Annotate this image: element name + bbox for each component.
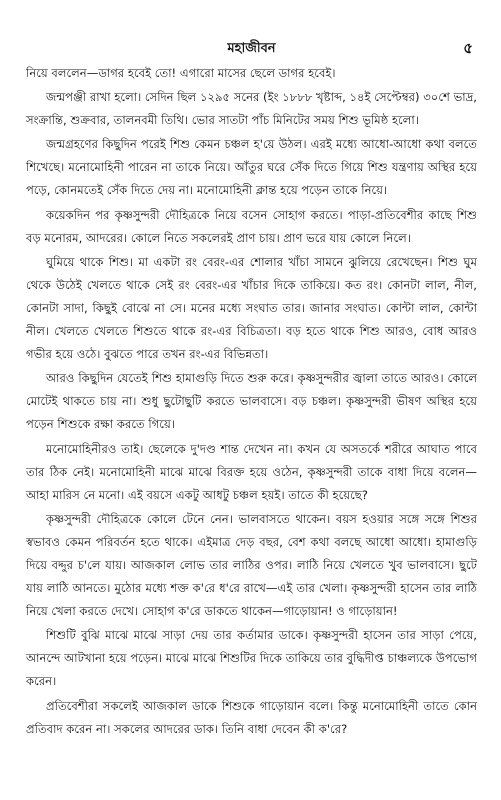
paragraph: আরও কিছুদিন যেতেই শিশু হামাগুড়ি দিতে শুরু করে। কৃষ্ণসুন্দরীর জ্বালা তাতে আরও। কোলে মোটেই থাকতে চায় না। শুধু ছুটোছুটি করতে ভালবাসে। বড় চঞ্চল। কৃষ্ণসুন্দরী ভীষণ অস্থির হয়ে পড়েন শিশুকে রক্ষা করতে গিয়ে। xyxy=(26,371,477,432)
page-number: ৫ xyxy=(463,39,473,57)
paragraph: প্রতিবেশীরা সকলেই আজকাল ডাকে শিশুকে গাড়োয়ান বলে। কিন্তু মনোমোহিনী তাতে কোন প্রতিবাদ করেন না। সকলের আদরের ডাক। তিনি বাধা দেবেন কী ক'রে? xyxy=(26,698,477,736)
paragraph: মনোমোহিনীরও তাই। ছেলেকে দু'দণ্ড শান্ত দেখেন না। কখন যে অসতর্কে শরীরে আঘাত পাবে তার ঠিক নেই। মনোমোহিনী মাঝে মাঝে বিরক্ত হয়ে ওঠেন, কৃষ্ণসুন্দরী তাকে বাধা দিয়ে বলেন—আহা মারিস নে মনো। এই বয়সে একটু আধটু চঞ্চল হয়ই। তাতে কী হয়েছে? xyxy=(26,441,477,502)
paragraph: জন্মগ্রহণের কিছুদিন পরেই শিশু কেমন চঞ্চল হ'য়ে উঠল। এরই মধ্যে আধো-আধো কথা বলতে শিখেছে। মনোমোহিনী পারেন না তাকে নিয়ে। আঁতুর ঘরে সেঁক দিতে গিয়ে শিশু যন্ত্রণায় অস্থির হয়ে পড়ে, কোনমতেই সেঁক দিতে দেয় না। মনোমোহিনী ক্লান্ত হয়ে পড়েন তাকে নিয়ে। xyxy=(26,137,477,198)
body-text xyxy=(26,62,477,741)
paragraph: ঘুমিয়ে থাকে শিশু। মা একটা রং বেরং-এর শোলার খাঁচা সামনে ঝুলিয়ে রেখেছেন। শিশু ঘুম থেকে উঠেই খেলতে থাকে সেই রং বেরং-এর খাঁচার দিকে তাকিয়ে। কত রং। কোনটা লাল, নীল, কোনটা সাদা, কিছুই বোঝে না সে। মনের মধ্যে সংঘাত তার। জানার সংঘাত। কোন্টা লাল, কোন্টা নীল। খেলতে খেলতে শিশুতে থাকে রং-এর বিচিত্রতা। বড় হতে থাকে শিশু আরও, বোধ আরও গভীর হয়ে ওঠে। বুঝতে পারে তখন রং-এর বিভিন্নতা। xyxy=(26,254,477,362)
paragraph: শিশুটি বুঝি মাঝে মাঝে সাড়া দেয় তার কর্তামার ডাকে। কৃষ্ণসুন্দরী হাসেন তার সাড়া পেয়ে, আনন্দে আটখানা হয়ে পড়েন। মাঝে মাঝে শিশুটির দিকে তাকিয়ে তার বুদ্ধিদীপ্ত চাঞ্চল্যকে উপভোগ করেন। xyxy=(26,628,477,689)
paragraph: নিয়ে বললেন—ডাগর হবেই তো! এগারো মাসের ছেলে ডাগর হবেই। xyxy=(26,66,336,80)
paragraph: কয়েকদিন পর কৃষ্ণসুন্দরী দৌহিত্রকে নিয়ে বসেন সোহাগ করতে। পাড়া-প্রতিবেশীর কাছে শিশু বড় মনোরম, আদরের। কোলে নিতে সকলেরই প্রাণ চায়। প্রাণ ভরে যায় কোলে নিলে। xyxy=(26,207,477,245)
paragraph: জন্মপঞ্জী রাখা হলো। সেদিন ছিল ১২৯৫ সনের (ইং ১৮৮৮ খৃষ্টাব্দ, ১৪ই সেপ্টেম্বর) ৩০শে ভাদ্র, সংক্রান্তি, শুক্রবার, তালনবমী তিথি। ভোর সাতটা পাঁচ মিনিটের সময় শিশু ভূমিষ্ঠ হলো। xyxy=(26,90,477,128)
running-title: মহাজীবন xyxy=(227,41,276,56)
paragraph: কৃষ্ণসুন্দরী দৌহিত্রকে কোলে টেনে নেন। ভালবাসতে থাকেন। বয়স হওয়ার সঙ্গে সঙ্গে শিশুর স্বভাবও কেমন পরিবর্তন হতে থাকে। এইমাত্র দেড় বছর, বেশ কথা বলছে আধো আধো। হামাগুড়ি দিয়ে বদ্দুর চ'লে যায়। আজকাল লোভ তার লাঠির ওপর। লাঠি নিয়ে খেলতে খুব ভালবাসে। ছুটে যায় লাঠি আনতে। মুঠোর মধ্যে শক্ত ক'রে ধ'রে রাখে—এই তার খেলা। কৃষ্ণসুন্দরী হাসেন তার লাঠি নিয়ে খেলা করতে দেখে। সোহাগ ক'রে ডাকতে থাকেন—গাড়োয়ান! ও গাড়োয়ান! xyxy=(26,511,477,619)
page-header xyxy=(26,0,477,62)
